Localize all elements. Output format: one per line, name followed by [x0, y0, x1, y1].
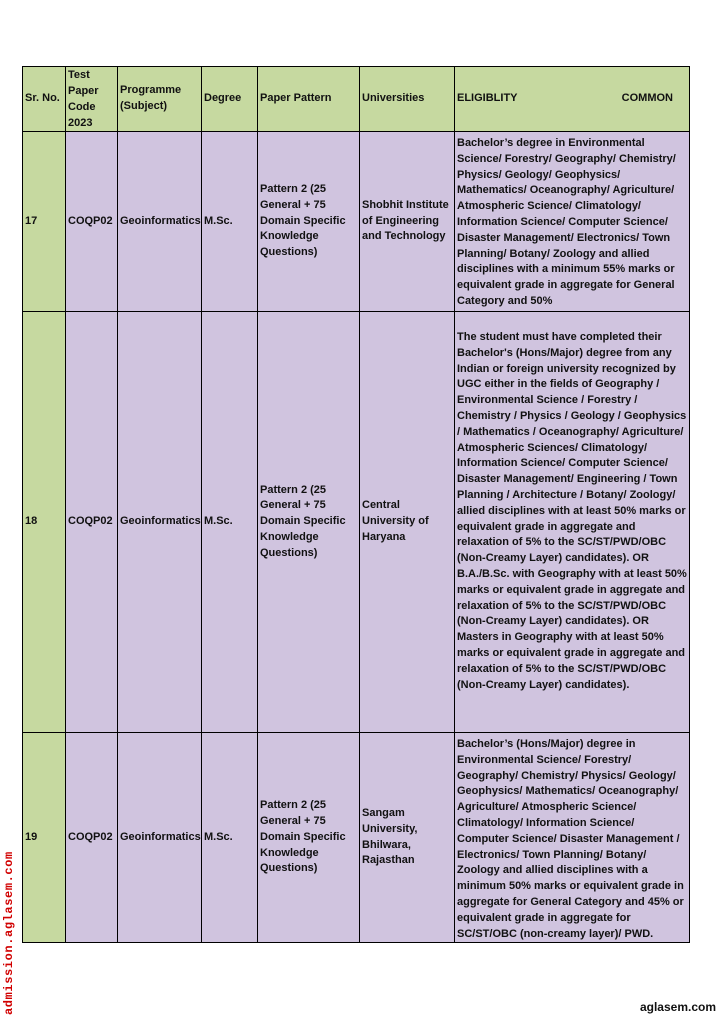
header-paper-pattern: Paper Pattern	[258, 67, 360, 132]
header-common-label: COMMON	[621, 92, 673, 105]
code-cell: COQP02	[66, 733, 118, 943]
university-cell: Sangam University, Bhilwara, Rajasthan	[360, 733, 455, 943]
header-eligibility-label: ELIGIBLITY	[457, 92, 518, 105]
code-cell: COQP02	[66, 132, 118, 312]
header-test-paper-code: Test Paper Code 2023	[66, 67, 118, 132]
degree-cell: M.Sc.	[202, 132, 258, 312]
programme-cell: Geoinformatics	[118, 733, 202, 943]
header-programme: Programme (Subject)	[118, 67, 202, 132]
code-cell: COQP02	[66, 312, 118, 733]
pattern-cell: Pattern 2 (25 General + 75 Domain Specific Knowledge Questions)	[258, 312, 360, 733]
degree-cell: M.Sc.	[202, 312, 258, 733]
eligibility-table	[22, 66, 690, 943]
table-row	[23, 132, 690, 312]
university-cell: Shobhit Institute of Engineering and Technology	[360, 132, 455, 312]
degree-cell: M.Sc.	[202, 733, 258, 943]
sr-no-cell: 19	[23, 733, 66, 943]
pattern-cell: Pattern 2 (25 General + 75 Domain Specific Knowledge Questions)	[258, 132, 360, 312]
university-cell: Central University of Haryana	[360, 312, 455, 733]
header-sr-no: Sr. No.	[23, 67, 66, 132]
header-row	[23, 67, 690, 132]
header-universities: Universities	[360, 67, 455, 132]
footer-site-label: aglasem.com	[639, 1000, 716, 1014]
table-row	[23, 733, 690, 943]
pattern-cell: Pattern 2 (25 General + 75 Domain Specific Knowledge Questions)	[258, 733, 360, 943]
eligibility-cell: Bachelor’s (Hons/Major) degree in Environmental Science/ Forestry/ Geography/ Chemistry/ Physics/ Geology/ Geophysics/ Mathematics/ Oceanography/ Agriculture/ Atmospheric Science/ Climatology/ Information Science/ Computer Science/ Disaster Management / Electronics/ Town Planning/ Botany/ Zoology and allied disciplines with a minimum 50% marks or equivalent grade in aggregate for General Category and 45% or equivalent grade in aggregate for SC/ST/OBC (non-creamy layer)/ PWD.	[455, 733, 690, 943]
table-row	[23, 312, 690, 733]
programme-cell: Geoinformatics	[118, 312, 202, 733]
header-degree: Degree	[202, 67, 258, 132]
eligibility-cell: The student must have completed their Bachelor's (Hons/Major) degree from any Indian or foreign university recognized by UGC either in the fields of Geography / Environmental Science / Forestry / Chemistry / Physics / Geology / Geophysics / Mathematics / Oceanography/ Agriculture/ Atmospheric Sciences/ Climatology/ Information Science/ Computer Science/ Disaster Management/ Engineering / Town Planning / Architecture / Botany/ Zoology/ allied disciplines with at least 50% marks or equivalent grade in aggregate and relaxation of 5% to the SC/ST/PWD/OBC (Non-Creamy Layer) candidates). OR B.A./B.Sc. with Geography with at least 50% marks or equivalent grade in aggregate and relaxation of 5% to the SC/ST/PWD/OBC (Non-Creamy Layer) candidates). OR Masters in Geography with at least 50% marks or equivalent grade in aggregate and relaxation of 5% to the SC/ST/PWD/OBC (Non-Creamy Layer) candidates).	[455, 312, 690, 733]
eligibility-cell: Bachelor’s degree in Environmental Science/ Forestry/ Geography/ Chemistry/ Physics/ Geology/ Geophysics/ Mathematics/ Oceanography/ Agriculture/ Atmospheric Science/ Climatology/ Information Science/ Computer Science/ Disaster Management/ Electronics/ Town Planning/ Botany/ Zoology and allied disciplines with a minimum 55% marks or equivalent grade in aggregate for General Category and 50%	[455, 132, 690, 312]
sr-no-cell: 17	[23, 132, 66, 312]
watermark-text: admission.aglasem.com	[2, 851, 16, 1015]
programme-cell: Geoinformatics	[118, 132, 202, 312]
header-eligibility	[455, 67, 690, 132]
sr-no-cell: 18	[23, 312, 66, 733]
